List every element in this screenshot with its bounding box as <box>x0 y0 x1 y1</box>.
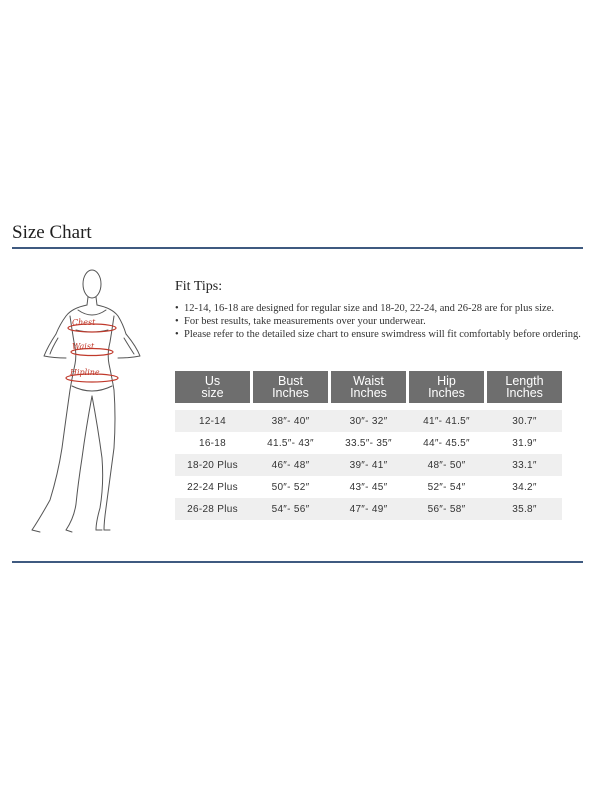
cell-bust: 46″- 48″ <box>253 454 328 476</box>
cell-length: 34.2″ <box>512 481 537 493</box>
body-measurement-figure <box>10 268 160 538</box>
header-waist: Waist Inches <box>331 371 406 403</box>
fit-tips-list <box>175 302 581 341</box>
cell-bust: 38″- 40″ <box>253 410 328 432</box>
table-row <box>175 432 562 454</box>
waist-label: Waist <box>72 342 95 351</box>
header-bust: Bust Inches <box>253 371 328 403</box>
cell-waist: 43″- 45″ <box>349 481 388 493</box>
cell-length: 30.7″ <box>487 410 562 432</box>
cell-hip: 48″- 50″ <box>409 454 484 476</box>
cell-size: 18-20 Plus <box>175 454 250 476</box>
size-chart-table <box>175 371 562 520</box>
cell-waist: 47″- 49″ <box>331 498 406 520</box>
cell-length: 35.8″ <box>487 498 562 520</box>
bottom-divider <box>12 561 583 563</box>
cell-hip: 52″- 54″ <box>427 481 466 493</box>
cell-length: 31.9″ <box>512 437 537 449</box>
top-divider <box>12 247 583 249</box>
cell-length: 33.1″ <box>487 454 562 476</box>
cell-waist: 33.5″- 35″ <box>345 437 392 449</box>
fit-tip: • For best results, take measurements over your underwear. <box>175 315 581 328</box>
cell-hip: 44″- 45.5″ <box>423 437 470 449</box>
cell-size: 16-18 <box>198 437 227 449</box>
chest-label: Chest <box>72 318 96 327</box>
table-header-row <box>175 371 562 403</box>
header-hip: Hip Inches <box>409 371 484 403</box>
table-row <box>175 454 562 476</box>
cell-size: 12-14 <box>175 410 250 432</box>
table-row <box>175 498 562 520</box>
cell-hip: 56″- 58″ <box>409 498 484 520</box>
cell-waist: 30″- 32″ <box>331 410 406 432</box>
fit-tips-title: Fit Tips: <box>175 279 223 294</box>
cell-bust: 50″- 52″ <box>271 481 310 493</box>
header-us-size: Us size <box>175 371 250 403</box>
table-row <box>175 410 562 432</box>
cell-size: 26-28 Plus <box>175 498 250 520</box>
cell-waist: 39″- 41″ <box>331 454 406 476</box>
cell-hip: 41″- 41.5″ <box>409 410 484 432</box>
fit-tip: • Please refer to the detailed size chart to ensure swimdress will fit comfortably before ordering. <box>175 328 581 341</box>
cell-bust: 41.5″- 43″ <box>267 437 314 449</box>
table-row <box>175 476 562 498</box>
hipline-label: Hipline <box>70 368 100 377</box>
fit-tip: • 12-14, 16-18 are designed for regular size and 18-20, 22-24, and 26-28 are for plus size. <box>175 302 581 315</box>
header-length: Length Inches <box>487 371 562 403</box>
page-title: Size Chart <box>12 222 92 243</box>
cell-size: 22-24 Plus <box>187 481 238 493</box>
cell-bust: 54″- 56″ <box>253 498 328 520</box>
